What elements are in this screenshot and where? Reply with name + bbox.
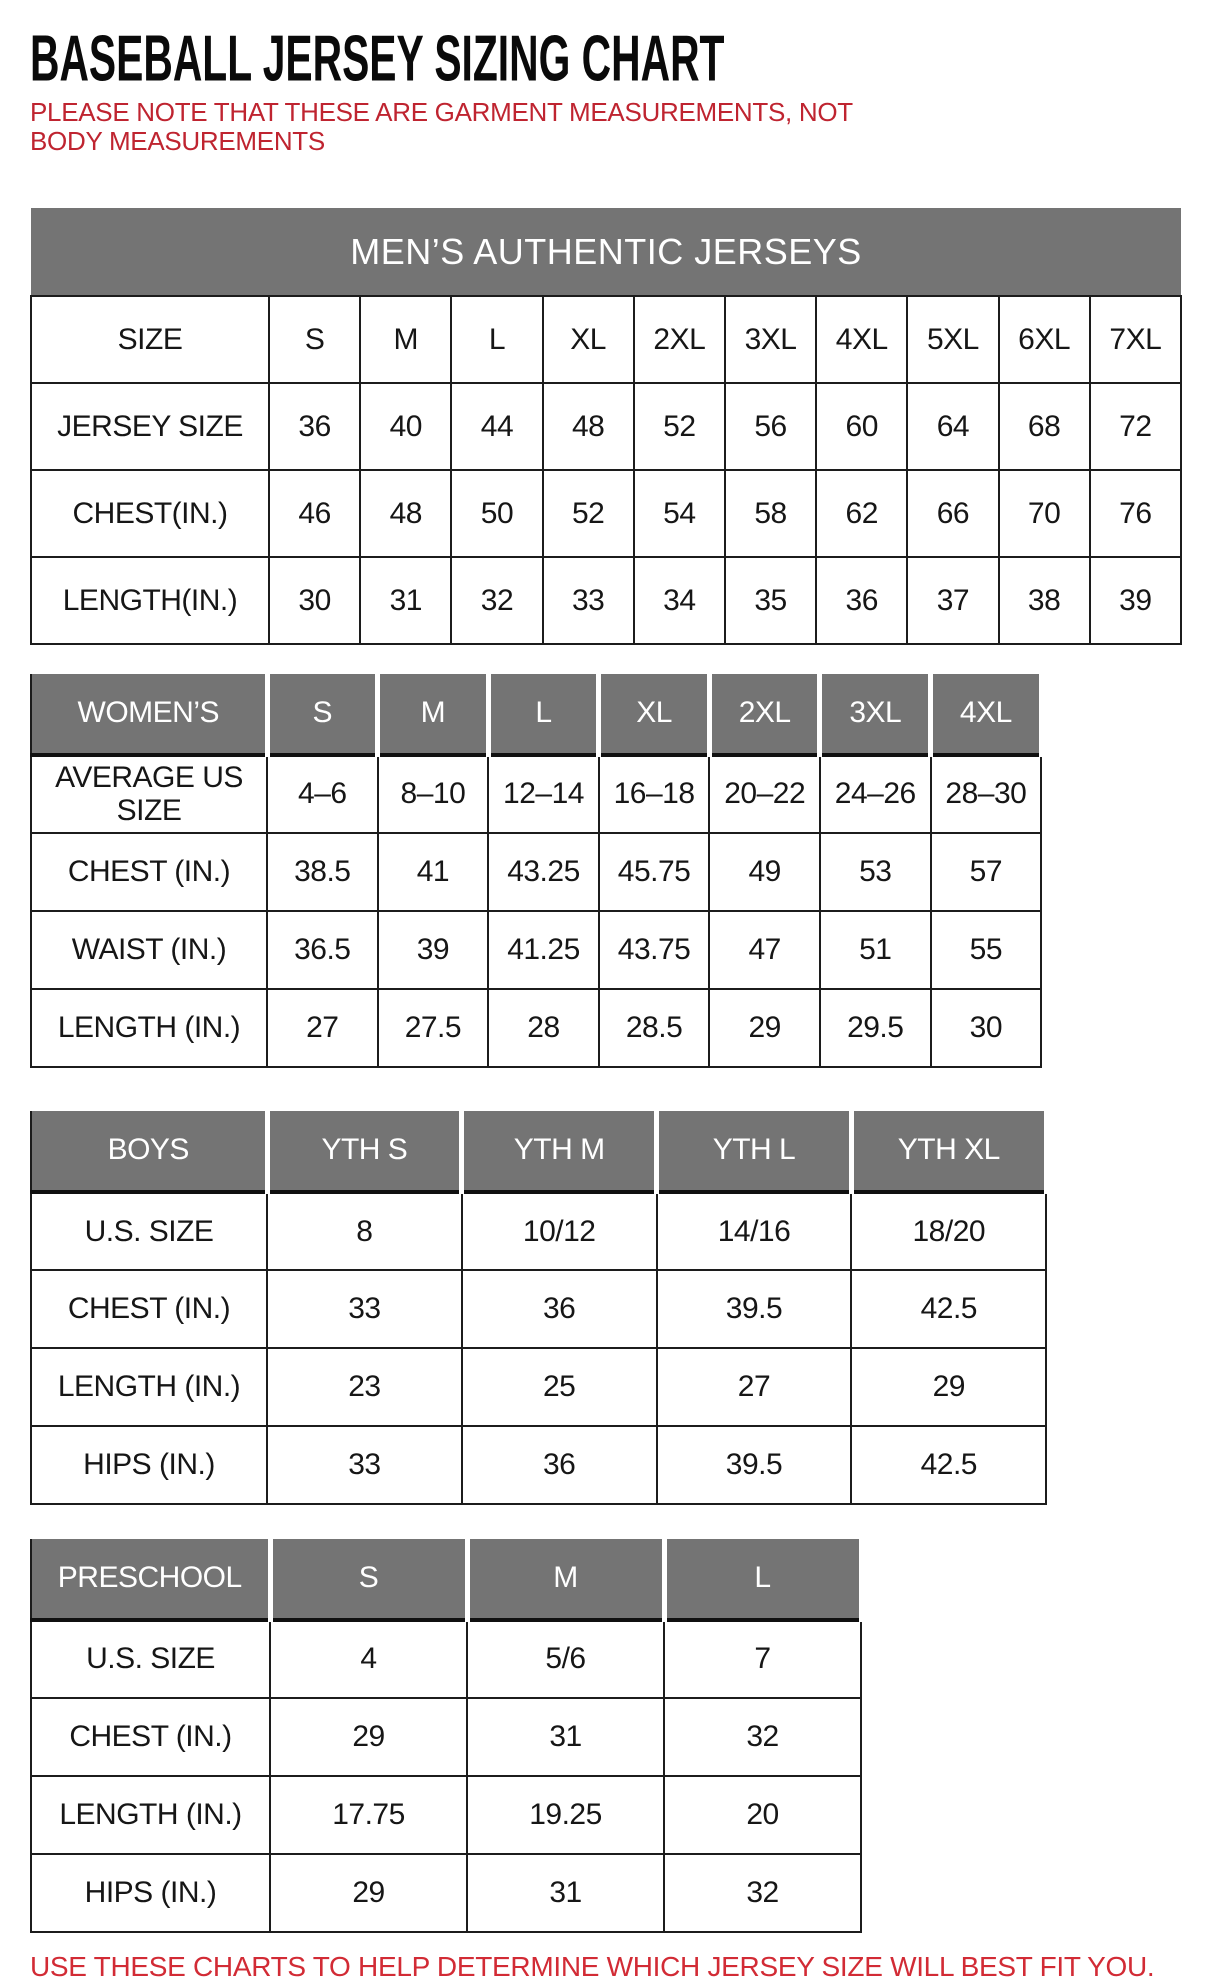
garment-measurements-note: PLEASE NOTE THAT THESE ARE GARMENT MEASUREMENTS, NOT BODY MEASUREMENTS (30, 97, 853, 157)
boys-cell: 33 (267, 1426, 462, 1504)
womens-cell: 29 (709, 989, 820, 1067)
womens-col-header: 2XL (709, 673, 820, 755)
womens-col-header: 3XL (820, 673, 931, 755)
preschool-cell: 31 (467, 1698, 664, 1776)
preschool-cell: 17.75 (270, 1776, 467, 1854)
womens-cell: 49 (709, 833, 820, 911)
boys-cell: 42.5 (851, 1426, 1046, 1504)
mens-cell: 46 (269, 470, 360, 557)
mens-cell: 52 (543, 470, 634, 557)
boys-row-label: LENGTH (IN.) (31, 1348, 267, 1426)
preschool-col-header: L (664, 1538, 861, 1620)
mens-col-header: SIZE (31, 296, 269, 383)
mens-cell: 52 (634, 383, 725, 470)
womens-row-label: AVERAGE US SIZE (31, 755, 267, 833)
mens-cell: 31 (360, 557, 451, 644)
mens-cell: 68 (999, 383, 1090, 470)
preschool-cell: 7 (664, 1620, 861, 1698)
womens-cell: 24–26 (820, 755, 931, 833)
boys-cell: 36 (462, 1270, 657, 1348)
womens-cell: 43.75 (599, 911, 710, 989)
preschool-col-header: M (467, 1538, 664, 1620)
preschool-sizing-table (30, 1536, 864, 1933)
womens-cell: 57 (931, 833, 1042, 911)
mens-col-header: S (269, 296, 360, 383)
womens-cell: 28–30 (931, 755, 1042, 833)
mens-row-label: LENGTH(IN.) (31, 557, 269, 644)
mens-cell: 48 (543, 383, 634, 470)
womens-col-header: S (267, 673, 378, 755)
boys-cell: 25 (462, 1348, 657, 1426)
womens-cell: 4–6 (267, 755, 378, 833)
womens-sizing-table (30, 671, 1044, 1068)
womens-cell: 45.75 (599, 833, 710, 911)
womens-waist-row (31, 911, 1041, 989)
mens-cell: 32 (451, 557, 542, 644)
mens-banner-row (31, 208, 1181, 296)
mens-cell: 36 (269, 383, 360, 470)
mens-cell: 34 (634, 557, 725, 644)
mens-cell: 35 (725, 557, 816, 644)
boys-cell: 39.5 (657, 1270, 852, 1348)
boys-row-label: U.S. SIZE (31, 1192, 267, 1270)
mens-row-label: JERSEY SIZE (31, 383, 269, 470)
womens-cell: 47 (709, 911, 820, 989)
mens-cell: 30 (269, 557, 360, 644)
mens-cell: 76 (1090, 470, 1181, 557)
mens-cell: 33 (543, 557, 634, 644)
preschool-row-label: LENGTH (IN.) (31, 1776, 270, 1854)
womens-length-row (31, 989, 1041, 1067)
boys-cell: 8 (267, 1192, 462, 1270)
womens-cell: 55 (931, 911, 1042, 989)
mens-cell: 38 (999, 557, 1090, 644)
mens-size-header-row (31, 296, 1181, 383)
womens-col-header: WOMEN’S (31, 673, 267, 755)
womens-cell: 20–22 (709, 755, 820, 833)
mens-cell: 62 (816, 470, 907, 557)
boys-header-row (31, 1109, 1046, 1192)
mens-col-header: 6XL (999, 296, 1090, 383)
womens-header-row (31, 673, 1041, 755)
womens-cell: 27.5 (378, 989, 489, 1067)
boys-cell: 23 (267, 1348, 462, 1426)
mens-cell: 64 (907, 383, 998, 470)
womens-cell: 53 (820, 833, 931, 911)
mens-cell: 39 (1090, 557, 1181, 644)
preschool-cell: 32 (664, 1854, 861, 1932)
boys-col-header: YTH M (462, 1109, 657, 1192)
mens-cell: 72 (1090, 383, 1181, 470)
womens-cell: 36.5 (267, 911, 378, 989)
mens-jersey-size-row (31, 383, 1181, 470)
womens-cell: 41.25 (488, 911, 599, 989)
page-title-text: BASEBALL JERSEY SIZING CHART (30, 21, 725, 95)
mens-col-header: 7XL (1090, 296, 1181, 383)
page-title (30, 21, 1220, 95)
preschool-cell: 29 (270, 1854, 467, 1932)
preschool-row-label: CHEST (IN.) (31, 1698, 270, 1776)
boys-col-header: YTH XL (851, 1109, 1046, 1192)
mens-col-header: 3XL (725, 296, 816, 383)
fit-advice-note: USE THESE CHARTS TO HELP DETERMINE WHICH JERSEY SIZE WILL BEST FIT YOU. (30, 1950, 1155, 1982)
boys-chest-row (31, 1270, 1046, 1348)
mens-sizing-table (30, 208, 1182, 645)
womens-cell: 28 (488, 989, 599, 1067)
mens-length-row (31, 557, 1181, 644)
preschool-col-header: S (270, 1538, 467, 1620)
mens-col-header: 4XL (816, 296, 907, 383)
womens-us-size-row (31, 755, 1041, 833)
boys-cell: 39.5 (657, 1426, 852, 1504)
boys-row-label: HIPS (IN.) (31, 1426, 267, 1504)
preschool-col-header: PRESCHOOL (31, 1538, 270, 1620)
womens-cell: 51 (820, 911, 931, 989)
mens-cell: 56 (725, 383, 816, 470)
mens-cell: 58 (725, 470, 816, 557)
mens-col-header: L (451, 296, 542, 383)
mens-cell: 50 (451, 470, 542, 557)
boys-col-header: YTH S (267, 1109, 462, 1192)
womens-col-header: XL (599, 673, 710, 755)
mens-cell: 40 (360, 383, 451, 470)
boys-sizing-table (30, 1108, 1049, 1506)
mens-cell: 54 (634, 470, 725, 557)
boys-row-label: CHEST (IN.) (31, 1270, 267, 1348)
preschool-cell: 4 (270, 1620, 467, 1698)
womens-col-header: L (488, 673, 599, 755)
preschool-header-row (31, 1538, 861, 1620)
boys-col-header: BOYS (31, 1109, 267, 1192)
mens-col-header: 5XL (907, 296, 998, 383)
boys-cell: 42.5 (851, 1270, 1046, 1348)
mens-cell: 44 (451, 383, 542, 470)
mens-col-header: XL (543, 296, 634, 383)
womens-cell: 16–18 (599, 755, 710, 833)
womens-chest-row (31, 833, 1041, 911)
preschool-chest-row (31, 1698, 861, 1776)
boys-cell: 27 (657, 1348, 852, 1426)
mens-col-header: M (360, 296, 451, 383)
preschool-us-size-row (31, 1620, 861, 1698)
boys-cell: 33 (267, 1270, 462, 1348)
boys-cell: 14/16 (657, 1192, 852, 1270)
mens-cell: 66 (907, 470, 998, 557)
womens-cell: 38.5 (267, 833, 378, 911)
womens-cell: 12–14 (488, 755, 599, 833)
womens-cell: 43.25 (488, 833, 599, 911)
preschool-hips-row (31, 1854, 861, 1932)
womens-cell: 29.5 (820, 989, 931, 1067)
mens-row-label: CHEST(IN.) (31, 470, 269, 557)
preschool-cell: 5/6 (467, 1620, 664, 1698)
mens-cell: 36 (816, 557, 907, 644)
preschool-cell: 31 (467, 1854, 664, 1932)
preschool-cell: 32 (664, 1698, 861, 1776)
mens-cell: 48 (360, 470, 451, 557)
boys-col-header: YTH L (657, 1109, 852, 1192)
boys-cell: 29 (851, 1348, 1046, 1426)
mens-col-header: 2XL (634, 296, 725, 383)
boys-cell: 10/12 (462, 1192, 657, 1270)
preschool-cell: 20 (664, 1776, 861, 1854)
womens-cell: 41 (378, 833, 489, 911)
preschool-length-row (31, 1776, 861, 1854)
womens-row-label: CHEST (IN.) (31, 833, 267, 911)
womens-cell: 28.5 (599, 989, 710, 1067)
womens-cell: 27 (267, 989, 378, 1067)
mens-cell: 37 (907, 557, 998, 644)
womens-col-header: M (378, 673, 489, 755)
mens-banner: MEN’S AUTHENTIC JERSEYS (31, 208, 1181, 296)
boys-cell: 18/20 (851, 1192, 1046, 1270)
boys-cell: 36 (462, 1426, 657, 1504)
mens-cell: 60 (816, 383, 907, 470)
mens-chest-row (31, 470, 1181, 557)
boys-length-row (31, 1348, 1046, 1426)
womens-cell: 8–10 (378, 755, 489, 833)
preschool-cell: 29 (270, 1698, 467, 1776)
womens-col-header: 4XL (931, 673, 1042, 755)
preschool-row-label: U.S. SIZE (31, 1620, 270, 1698)
womens-row-label: WAIST (IN.) (31, 911, 267, 989)
preschool-row-label: HIPS (IN.) (31, 1854, 270, 1932)
mens-cell: 70 (999, 470, 1090, 557)
womens-cell: 30 (931, 989, 1042, 1067)
womens-row-label: LENGTH (IN.) (31, 989, 267, 1067)
preschool-cell: 19.25 (467, 1776, 664, 1854)
boys-hips-row (31, 1426, 1046, 1504)
womens-cell: 39 (378, 911, 489, 989)
boys-us-size-row (31, 1192, 1046, 1270)
